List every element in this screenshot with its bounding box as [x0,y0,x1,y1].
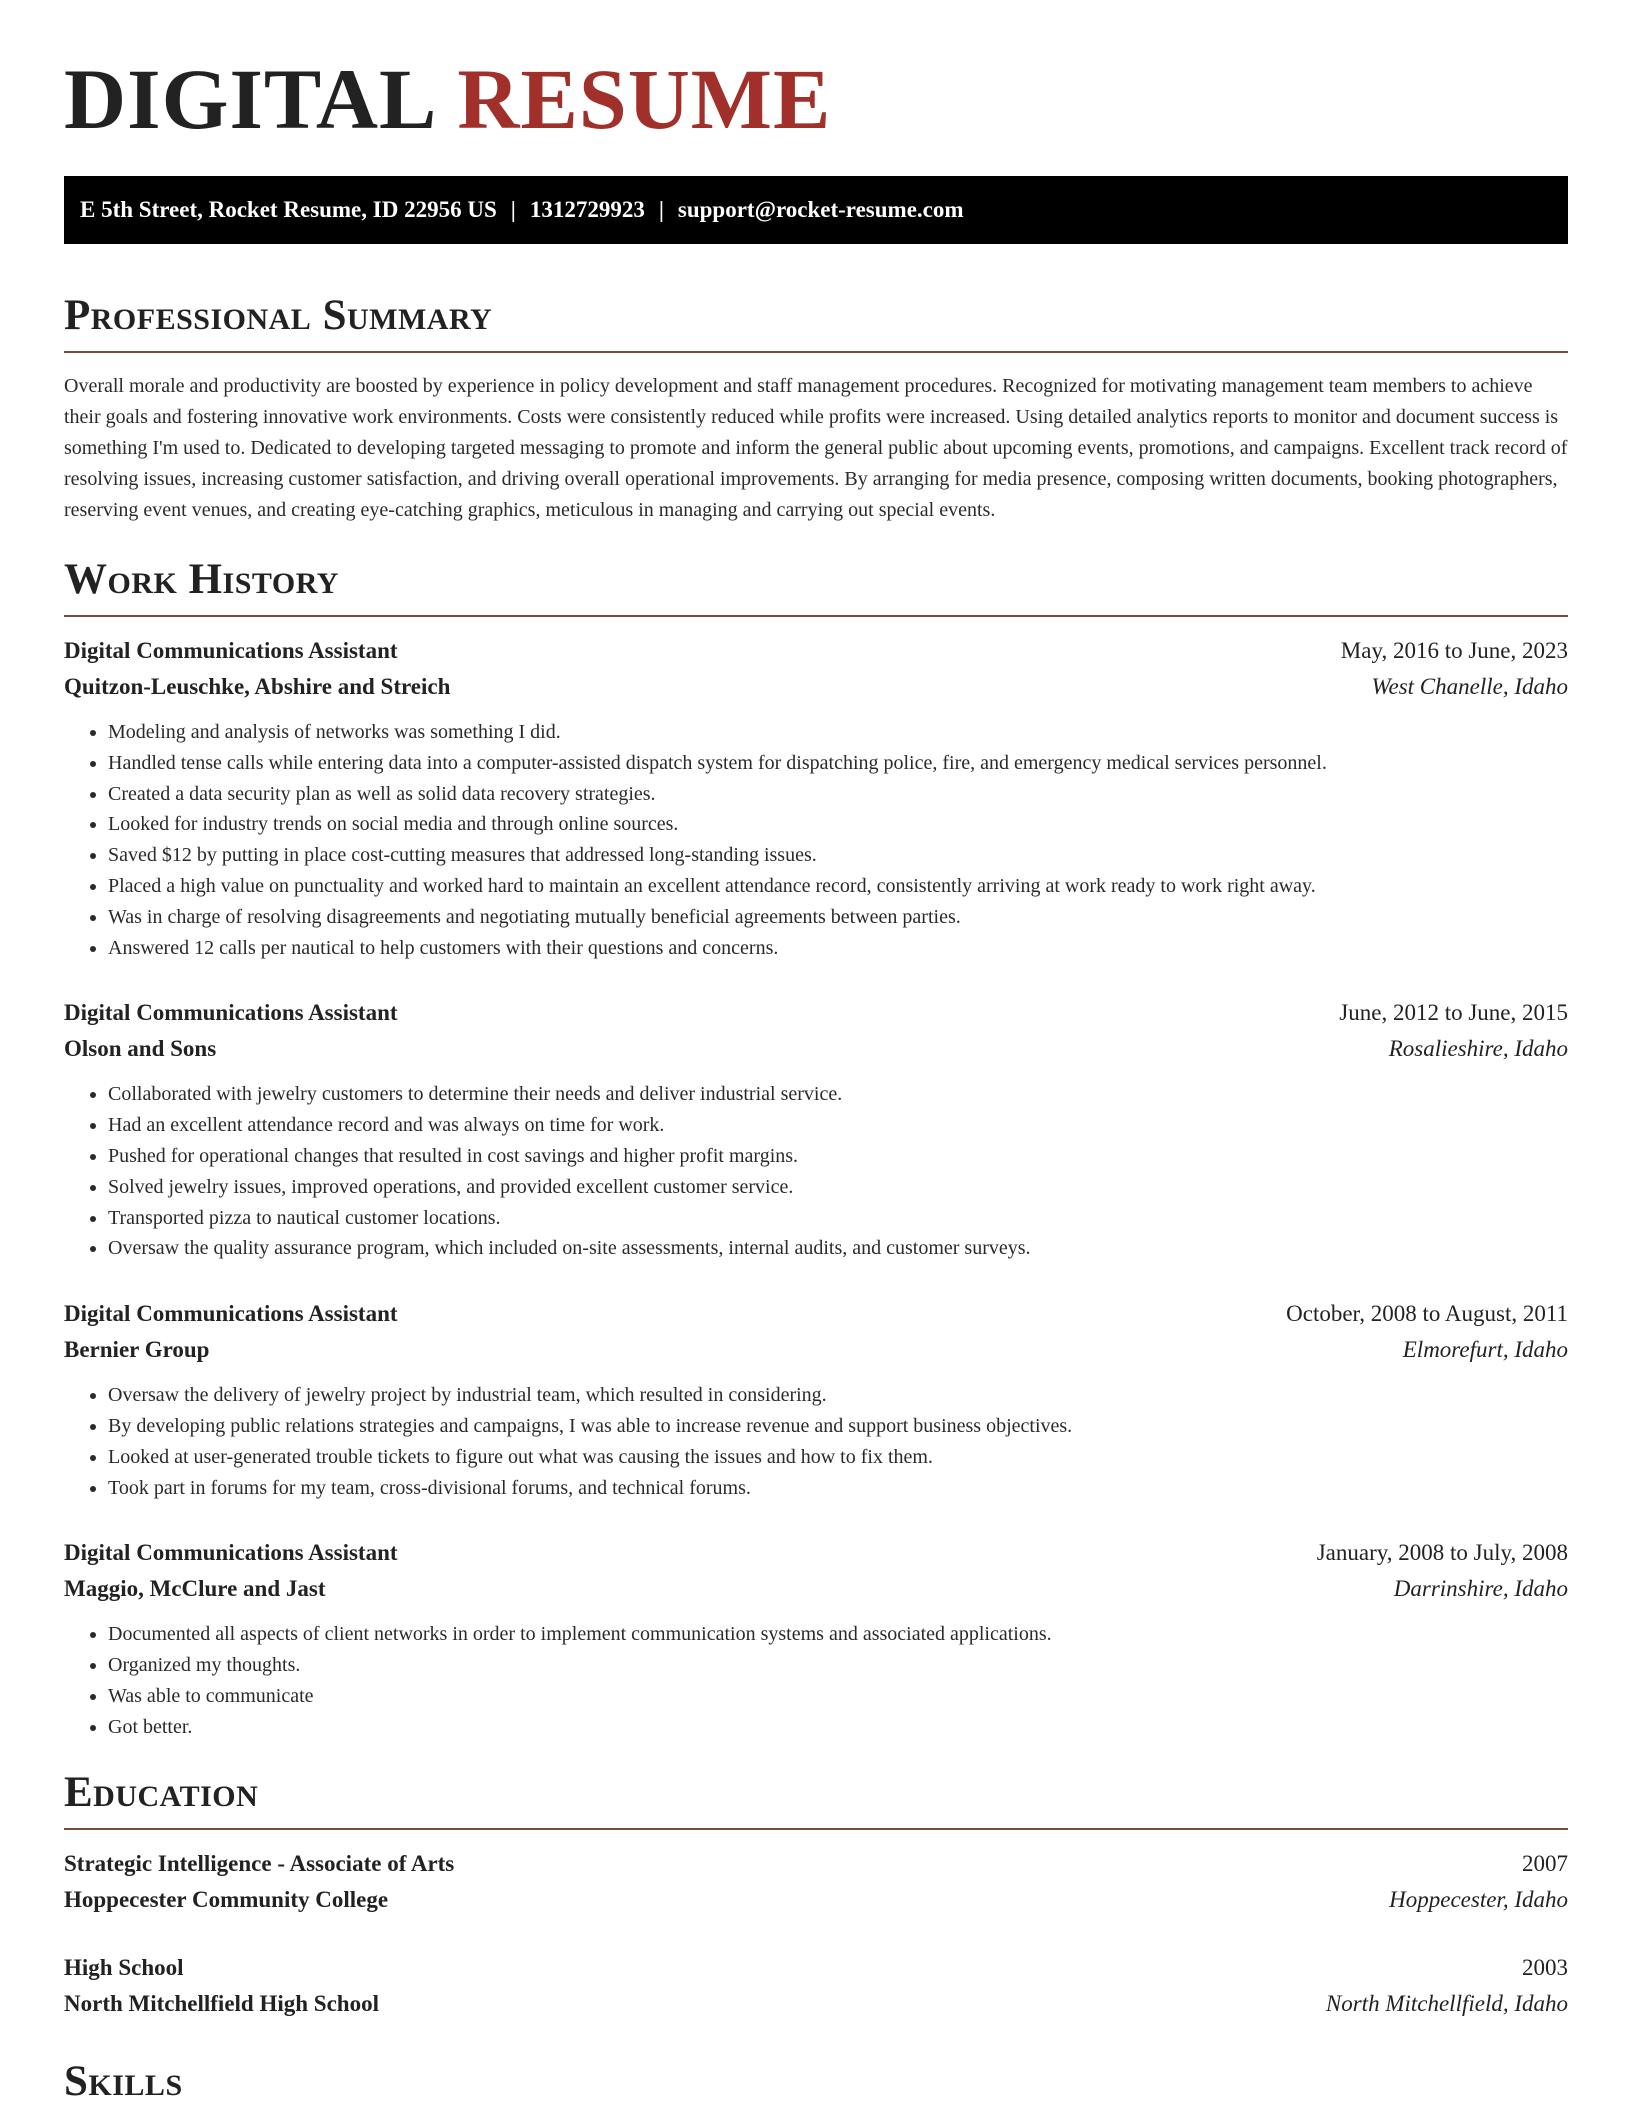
job-role: Digital Communications Assistant [64,1000,398,1026]
job-location: Elmorefurt, Idaho [1402,1337,1568,1363]
job-bullets [64,717,1568,963]
skills-section [64,2057,1568,2105]
job-dates: January, 2008 to July, 2008 [1316,1540,1568,1566]
job-role: Digital Communications Assistant [64,638,398,663]
list-item: • Looked at user-generated trouble tickets to figure out what was causing the issues and how to fix them. [108,1442,1568,1473]
list-item: • Organized my thoughts. [108,1650,1568,1681]
job-bullets [64,1619,1568,1742]
list-item: • Solved jewelry issues, improved operations, and provided excellent customer service. [108,1172,1568,1203]
edu-location: Hoppecester, Idaho [1389,1886,1568,1912]
list-item: • Oversaw the quality assurance program, which included on-site assessments, internal audits, and customer surveys. [108,1233,1568,1264]
section-title-summary: Professional Summary [64,292,493,339]
contact-separator: | [658,197,664,222]
job-location: West Chanelle, Idaho [1371,674,1568,699]
contact-separator: | [510,197,516,222]
list-item: • Oversaw the delivery of jewelry project by industrial team, which resulted in considering. [108,1380,1568,1411]
section-rule [64,1828,1568,1830]
job-dates: June, 2012 to June, 2015 [1339,1000,1568,1026]
list-item: • Had an excellent attendance record and was always on time for work. [108,1110,1568,1141]
name-last: RESUME [457,51,832,147]
summary-text: Overall morale and productivity are boosted by experience in policy development and staff management procedures. Recognized for motivating management team members to achieve their goals and fostering innovative work environments. Costs were consistently reduced while profits were increased. Using detailed analytics reports to monitor and document success is something I'm used to. Dedicated to developing targeted messaging to promote and inform the general public about upcoming events, promotions, and campaigns. Excellent track record of resolving issues, increasing customer satisfaction, and driving overall operational improvements. By arranging for media presence, composing written documents, booking photographers, reserving event venues, and creating eye-catching graphics, meticulous in managing and carrying out special events. [64,375,1568,521]
contact-phone: 1312729923 [529,197,645,222]
job-bullets [64,1380,1568,1503]
list-item: • Modeling and analysis of networks was something I did. [108,717,1568,748]
list-item: • Collaborated with jewelry customers to determine their needs and deliver industrial service. [108,1079,1568,1110]
job-company: Olson and Sons [64,1036,217,1062]
education-section [64,1768,1568,2022]
job-role: Digital Communications Assistant [64,1301,398,1327]
job-location: Darrinshire, Idaho [1393,1576,1568,1602]
edu-degree: Strategic Intelligence - Associate of Arts [64,1850,455,1876]
list-item: • By developing public relations strategies and campaigns, I was able to increase revenue and support business objectives. [108,1411,1568,1442]
work-section [64,558,1568,1743]
job-dates: October, 2008 to August, 2011 [1286,1301,1568,1327]
edu-year: 2007 [1522,1850,1568,1876]
job-company: Quitzon-Leuschke, Abshire and Streich [64,674,451,699]
list-item: • Answered 12 calls per nautical to help customers with their questions and concerns. [108,933,1568,964]
list-item: • Saved $12 by putting in place cost-cutting measures that addressed long-standing issues. [108,840,1568,871]
job-company: Bernier Group [64,1337,210,1363]
summary-section [64,294,1568,526]
list-item: • Was able to communicate [108,1681,1568,1712]
section-title-skills: Skills [64,2057,183,2105]
list-item: • Transported pizza to nautical customer locations. [108,1203,1568,1234]
job-entry [64,633,1568,963]
section-title-work: Work History [64,556,339,603]
list-item: • Was in charge of resolving disagreements and negotiating mutually beneficial agreements between parties. [108,902,1568,933]
education-entry [64,1846,1568,1918]
list-item: • Looked for industry trends on social media and through online sources. [108,809,1568,840]
list-item: • Handled tense calls while entering data into a computer-assisted dispatch system for dispatching police, fire, and emergency medical services personnel. [108,748,1568,779]
edu-year: 2003 [1522,1954,1568,1980]
education-entry [64,1950,1568,2022]
section-rule [64,615,1568,617]
edu-school: Hoppecester Community College [64,1886,389,1912]
job-company: Maggio, McClure and Jast [64,1576,326,1602]
job-entry [64,1296,1568,1503]
job-entry [64,1535,1568,1742]
list-item: • Got better. [108,1712,1568,1743]
edu-location: North Mitchellfield, Idaho [1325,1990,1568,2016]
job-bullets [64,1079,1568,1264]
job-dates: May, 2016 to June, 2023 [1340,638,1568,663]
list-item: • Documented all aspects of client networks in order to implement communication systems and associated applications. [108,1619,1568,1650]
list-item: • Created a data security plan as well as solid data recovery strategies. [108,779,1568,810]
contact-email: support@rocket-resume.com [677,197,964,222]
contact-address: E 5th Street, Rocket Resume, ID 22956 US [80,197,497,222]
job-location: Rosalieshire, Idaho [1388,1036,1568,1062]
resume-name [64,0,1568,147]
job-entry [64,995,1568,1264]
job-role: Digital Communications Assistant [64,1540,398,1566]
list-item: • Placed a high value on punctuality and worked hard to maintain an excellent attendance record, consistently arriving at work ready to work right away. [108,871,1568,902]
list-item: • Took part in forums for my team, cross-divisional forums, and technical forums. [108,1473,1568,1504]
section-title-education: Education [64,1768,259,1816]
list-item: • Pushed for operational changes that resulted in cost savings and higher profit margins. [108,1141,1568,1172]
edu-school: North Mitchellfield High School [64,1990,379,2016]
edu-degree: High School [64,1954,184,1980]
name-first: DIGITAL [64,51,438,147]
section-rule [64,351,1568,353]
contact-bar [64,176,1568,244]
